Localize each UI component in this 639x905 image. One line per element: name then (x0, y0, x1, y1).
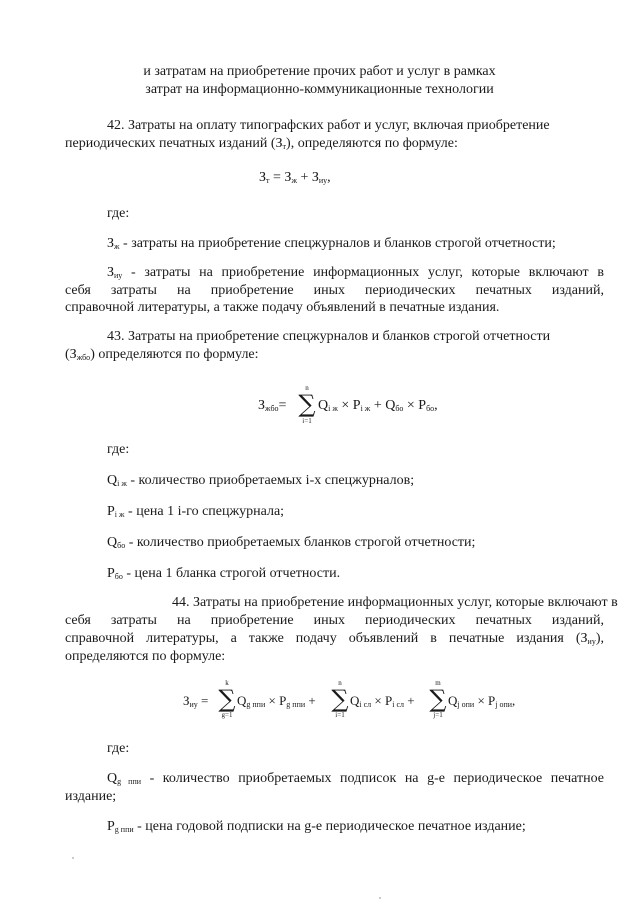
scan-speck (72, 857, 74, 859)
p44-line-4: определяются по формуле: (65, 649, 226, 664)
definition-iu-line-1: $З_{иу}$ - затраты на приобретение информационных услуг, которые включают в (107, 265, 604, 280)
sum-sign-43: n ∑ i=1 (298, 384, 316, 425)
definition-zh: $З_ж$ - затраты на приобретение спецжурналов и бланков строгой отчетности; (107, 236, 556, 251)
heading-line-2: затрат на информационно-коммуникационные технологии (145, 82, 494, 97)
formula-42: $З_т = З_ж + З_{иу}$, (259, 170, 331, 185)
definition-q-bo: $Q_{бо}$ - количество приобретаемых бланков строгой отчетности; (107, 535, 476, 550)
p43-line-1: 43. Затраты на приобретение спецжурналов и бланков строгой отчетности (107, 329, 551, 344)
p44-line-3: справочной литературы, а также подачу объявлений в печатные издания $(З_{иу})$, (65, 631, 604, 646)
definition-iu-line-3: справочной литературы, а также подачу объявлений в печатные издания. (65, 300, 500, 315)
definition-iu-line-2: себя затраты на приобретение иных периодических печатных изданий, (65, 283, 604, 298)
definition-p-i: $P_{i ж}$ - цена 1 i-го спецжурнала; (107, 504, 285, 519)
p43-line-2: $(З_{жбо})$ определяются по формуле: (65, 347, 259, 362)
definition-p-bo: $P_{бо}$ - цена 1 бланка строгой отчетности. (107, 566, 341, 581)
scan-speck (379, 897, 381, 899)
definition-q-i: $Q_{i ж}$ - количество приобретаемых i-х спецжурналов; (107, 473, 415, 488)
definition-q-g-line-1: $Q_{g ппи}$ - количество приобретаемых подписок на g-е периодическое печатное (107, 771, 605, 786)
sum-sign-44-n: n ∑ i=1 (331, 679, 349, 719)
definition-p-g: $P_{g ппи}$ - цена годовой подписки на g-е периодическое печатное издание; (107, 819, 526, 834)
p44-line-1: 44. Затраты на приобретение информационных услуг, которые включают в (172, 595, 618, 610)
where-label-3: где: (107, 741, 130, 756)
where-label-2: где: (107, 442, 130, 457)
definition-q-g-line-2: издание; (65, 789, 117, 804)
where-label-1: где: (107, 206, 130, 221)
formula-44: $З_{иу}$ = k ∑ g=1 $Q_{g ппи} \times P_{g ппи}$ + n ∑ i=1 $Q_{i сл} \times P_{i сл}$ + m ∑ j=1 $Q_{j опи} \times P_{j опи}$, (183, 679, 516, 719)
sum-sign-44-m: m ∑ j=1 (429, 679, 447, 719)
document-page: и затратам на приобретение прочих работ и услуг в рамках затрат на информационно-коммуникационные технологии 42. Затраты на оплату типографских работ и услуг, включая приобретение периодических печатных изданий $(З_т)$, определяются по формуле: $З_т = З_ж + З_{иу}$, где: $З_ж$ - затраты на приобретение спецжурналов и бланков строгой отчетности; $З_{иу}$ - затраты на приобретение информационных услуг, которые включают в себя затраты на приобретение иных периодических печатных изданий, справочной литературы, а также подачу объявлений в печатные издания. 43. Затраты на приобретение спецжурналов и бланков строгой отчетности $(З_{жбо})$ определяются по формуле: $З_{жбо}=$ n ∑ i=1 $Q_{i ж} \times P_{i ж} + Q_{бо} \times P_{бо}$, где: $Q_{i ж}$ - количество приобретаемых i-х спецжурналов; $P_{i ж}$ - цена 1 i-го спецжурнала; $Q_{бо}$ - количество приобретаемых бланков строгой отчетности; $P_{бо}$ - цена 1 бланка строгой отчетности. 44. Затраты на приобретение информационных услуг, которые включают в себя затраты на приобретение иных периодических печатных изданий, справочной литературы, а также подачу объявлений в печатные издания $(З_{иу})$, определяются по формуле: $З_{иу}$ = k ∑ g=1 $Q_{g ппи} \times P_{g ппи}$ + n ∑ i=1 $Q_{i сл} \times P_{i сл}$ + m ∑ j=1 $Q_{j опи} \times P_{j опи}$, где: $Q_{g ппи}$ - количество приобретаемых подписок на g-е периодическое печатное издание; $P_{g ппи}$ - цена годовой подписки на g-е периодическое печатное издание; (0, 0, 639, 905)
p42-line-2: периодических печатных изданий $(З_т)$, определяются по формуле: (65, 136, 458, 151)
heading-line-1: и затратам на приобретение прочих работ и услуг в рамках (143, 64, 496, 79)
sum-sign-44-k: k ∑ g=1 (218, 679, 236, 719)
p44-line-2: себя затраты на приобретение иных периодических печатных изданий, (65, 613, 604, 628)
p42-line-1: 42. Затраты на оплату типографских работ и услуг, включая приобретение (107, 118, 550, 133)
